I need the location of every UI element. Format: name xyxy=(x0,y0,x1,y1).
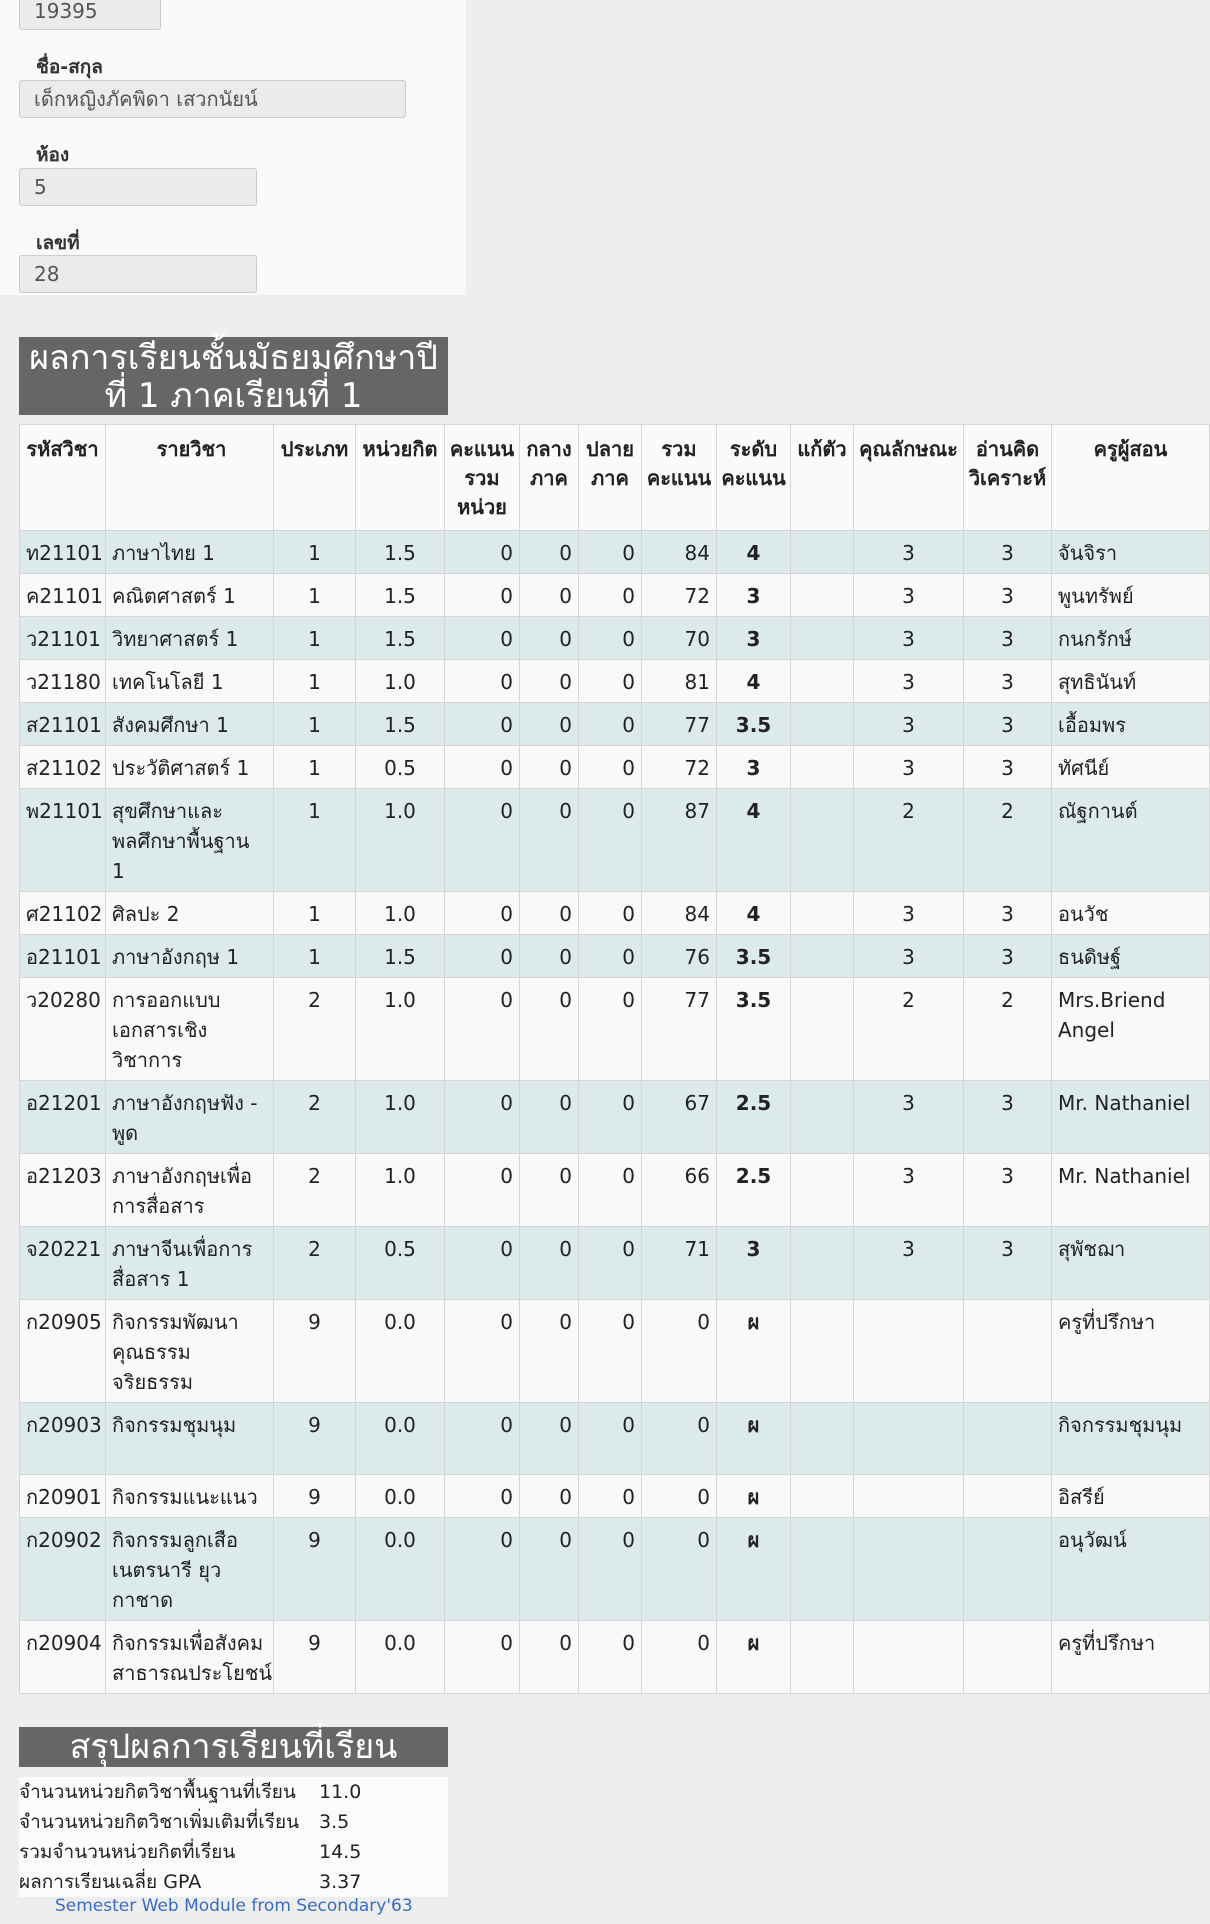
table-cell: จันจิรา xyxy=(1052,531,1210,574)
summary-label: รวมจำนวนหน่วยกิตที่เรียน xyxy=(19,1841,236,1863)
number-label: เลขที่ xyxy=(36,232,80,254)
table-cell: 3 xyxy=(854,1227,964,1300)
summary-value: 14.5 xyxy=(319,1841,362,1863)
table-row xyxy=(20,1300,1210,1403)
table-cell: ท21101 xyxy=(20,531,106,574)
table-cell: 9 xyxy=(274,1403,356,1475)
table-cell: ก20901 xyxy=(20,1475,106,1518)
table-cell: 4 xyxy=(717,660,791,703)
grades-table xyxy=(19,424,1210,1694)
table-cell: กนกรักษ์ xyxy=(1052,617,1210,660)
table-cell: 0 xyxy=(445,617,520,660)
summary-label: จำนวนหน่วยกิตวิชาพื้นฐานที่เรียน xyxy=(19,1781,296,1803)
summary-value: 11.0 xyxy=(319,1781,362,1803)
table-cell: Mr. Nathaniel xyxy=(1052,1081,1210,1154)
table-cell xyxy=(791,746,854,789)
table-cell: 0 xyxy=(520,1081,579,1154)
table-cell: 0 xyxy=(520,789,579,892)
table-cell: 0 xyxy=(520,746,579,789)
table-cell: ส21102 xyxy=(20,746,106,789)
column-header: กลางภาค xyxy=(520,425,579,531)
column-header: คะแนนรวมหน่วย xyxy=(445,425,520,531)
table-cell: 0 xyxy=(642,1518,717,1621)
table-cell: 0.0 xyxy=(356,1621,445,1694)
table-cell: 0 xyxy=(445,1154,520,1227)
table-cell: 0 xyxy=(445,1518,520,1621)
table-cell: 0 xyxy=(445,892,520,935)
table-cell xyxy=(791,892,854,935)
table-cell: 3 xyxy=(964,1081,1052,1154)
table-cell xyxy=(854,1300,964,1403)
column-header: หน่วยกิต xyxy=(356,425,445,531)
table-cell: 0 xyxy=(579,574,642,617)
table-cell: 0 xyxy=(579,1621,642,1694)
table-cell: 77 xyxy=(642,978,717,1081)
table-cell: อนวัช xyxy=(1052,892,1210,935)
table-cell: 0 xyxy=(579,1227,642,1300)
table-cell: 1.5 xyxy=(356,531,445,574)
table-cell: ภาษาไทย 1 xyxy=(106,531,274,574)
table-cell: 1.0 xyxy=(356,1081,445,1154)
table-cell: 3 xyxy=(717,617,791,660)
summary-row xyxy=(19,1777,448,1807)
table-cell: 2 xyxy=(854,789,964,892)
table-cell: 0 xyxy=(642,1475,717,1518)
room-field[interactable]: 5 xyxy=(19,168,257,206)
grades-body xyxy=(20,531,1210,1694)
table-cell: 9 xyxy=(274,1621,356,1694)
table-cell: 3 xyxy=(964,617,1052,660)
table-cell: 3 xyxy=(964,935,1052,978)
table-cell: ก20903 xyxy=(20,1403,106,1475)
name-field[interactable]: เด็กหญิงภัคพิดา เสวกนัยน์ xyxy=(19,80,406,118)
table-cell xyxy=(791,660,854,703)
table-cell: 0 xyxy=(642,1300,717,1403)
table-row xyxy=(20,892,1210,935)
table-cell: กิจกรรมแนะแนว xyxy=(106,1475,274,1518)
table-cell: กิจกรรมพัฒนาคุณธรรมจริยธรรม xyxy=(106,1300,274,1403)
table-cell: Mrs.Briend Angel xyxy=(1052,978,1210,1081)
table-cell: 2 xyxy=(274,1081,356,1154)
table-cell: 0 xyxy=(579,1081,642,1154)
table-cell: 1.0 xyxy=(356,1154,445,1227)
summary-box xyxy=(19,1777,448,1897)
table-row xyxy=(20,660,1210,703)
table-cell: ว21180 xyxy=(20,660,106,703)
table-cell: ภาษาอังกฤษ 1 xyxy=(106,935,274,978)
table-cell: 0 xyxy=(520,1300,579,1403)
table-cell xyxy=(791,1518,854,1621)
table-cell: กิจกรรมชุมนุม xyxy=(1052,1403,1210,1475)
table-cell: 0 xyxy=(520,660,579,703)
table-cell: ณัฐกานต์ xyxy=(1052,789,1210,892)
table-cell: 0 xyxy=(520,617,579,660)
summary-label: ผลการเรียนเฉลี่ย GPA xyxy=(19,1871,202,1893)
table-row xyxy=(20,1403,1210,1475)
table-cell: ก20902 xyxy=(20,1518,106,1621)
column-header: ประเภท xyxy=(274,425,356,531)
table-cell: สุพัชฌา xyxy=(1052,1227,1210,1300)
table-cell: 1 xyxy=(274,574,356,617)
table-cell: 1 xyxy=(274,617,356,660)
table-cell: 1.0 xyxy=(356,978,445,1081)
table-cell: 3 xyxy=(717,1227,791,1300)
table-cell: 3 xyxy=(717,746,791,789)
table-cell: 0 xyxy=(445,789,520,892)
table-cell: 1.0 xyxy=(356,789,445,892)
table-cell: ครูที่ปรึกษา xyxy=(1052,1621,1210,1694)
table-row xyxy=(20,1518,1210,1621)
table-cell: 2 xyxy=(964,978,1052,1081)
table-cell: 0 xyxy=(579,1518,642,1621)
table-cell xyxy=(964,1621,1052,1694)
column-header: รหัสวิชา xyxy=(20,425,106,531)
table-cell: ว20280 xyxy=(20,978,106,1081)
table-cell xyxy=(791,978,854,1081)
table-cell: 2 xyxy=(274,1154,356,1227)
table-cell: 0 xyxy=(520,935,579,978)
table-row xyxy=(20,978,1210,1081)
table-cell: 84 xyxy=(642,531,717,574)
table-cell: 0 xyxy=(445,978,520,1081)
table-cell: 0 xyxy=(520,892,579,935)
table-cell: 67 xyxy=(642,1081,717,1154)
summary-value: 3.5 xyxy=(319,1811,350,1833)
table-cell: ทัศนีย์ xyxy=(1052,746,1210,789)
table-row xyxy=(20,703,1210,746)
table-cell: 3 xyxy=(854,1154,964,1227)
table-cell: ผ xyxy=(717,1518,791,1621)
table-cell: 0 xyxy=(579,1403,642,1475)
table-row xyxy=(20,617,1210,660)
table-cell: 0 xyxy=(579,978,642,1081)
table-cell: 0 xyxy=(520,574,579,617)
table-cell: สุขศึกษาและพลศึกษาพื้นฐาน 1 xyxy=(106,789,274,892)
table-cell: สุทธินันท์ xyxy=(1052,660,1210,703)
table-cell: 0 xyxy=(642,1403,717,1475)
table-cell xyxy=(964,1475,1052,1518)
table-cell: 1 xyxy=(274,660,356,703)
summary-row xyxy=(19,1837,448,1867)
table-cell: 0 xyxy=(579,531,642,574)
table-cell: ภาษาอังกฤษฟัง - พูด xyxy=(106,1081,274,1154)
table-cell: 0 xyxy=(445,935,520,978)
table-cell: 66 xyxy=(642,1154,717,1227)
table-cell: 0 xyxy=(579,935,642,978)
table-cell: 1.5 xyxy=(356,574,445,617)
table-cell: 0 xyxy=(520,1518,579,1621)
table-cell: กิจกรรมลูกเสือเนตรนารี ยุวกาชาด xyxy=(106,1518,274,1621)
table-cell: 0.0 xyxy=(356,1300,445,1403)
table-cell: 4 xyxy=(717,892,791,935)
table-cell: 0.0 xyxy=(356,1475,445,1518)
table-row xyxy=(20,1227,1210,1300)
table-cell xyxy=(791,1227,854,1300)
table-cell: อนุวัฒน์ xyxy=(1052,1518,1210,1621)
table-row xyxy=(20,1154,1210,1227)
table-cell: 2 xyxy=(274,978,356,1081)
table-cell xyxy=(791,935,854,978)
table-cell xyxy=(791,1154,854,1227)
table-cell: 72 xyxy=(642,746,717,789)
table-cell: 0 xyxy=(520,978,579,1081)
table-cell: 9 xyxy=(274,1300,356,1403)
table-cell xyxy=(964,1300,1052,1403)
table-cell: สังคมศึกษา 1 xyxy=(106,703,274,746)
summary-title: สรุปผลการเรียนที่เรียน xyxy=(19,1727,448,1767)
table-cell xyxy=(854,1518,964,1621)
column-header: อ่านคิดวิเคราะห์ xyxy=(964,425,1052,531)
table-cell: 3 xyxy=(964,703,1052,746)
table-cell: 0 xyxy=(579,1300,642,1403)
table-cell: 0 xyxy=(579,703,642,746)
table-cell: 3 xyxy=(964,1154,1052,1227)
table-cell: 0 xyxy=(579,1154,642,1227)
table-cell: 0 xyxy=(520,1621,579,1694)
table-cell: 71 xyxy=(642,1227,717,1300)
table-cell: วิทยาศาสตร์ 1 xyxy=(106,617,274,660)
table-cell: 87 xyxy=(642,789,717,892)
table-cell: 1.5 xyxy=(356,703,445,746)
table-cell: คณิตศาสตร์ 1 xyxy=(106,574,274,617)
table-cell: ผ xyxy=(717,1300,791,1403)
table-cell: ค21101 xyxy=(20,574,106,617)
summary-value: 3.37 xyxy=(319,1871,362,1893)
column-header: แก้ตัว xyxy=(791,425,854,531)
table-cell: เทคโนโลยี 1 xyxy=(106,660,274,703)
table-cell: อิสรีย์ xyxy=(1052,1475,1210,1518)
table-cell: 3 xyxy=(964,746,1052,789)
table-cell: 0 xyxy=(520,1475,579,1518)
table-cell: 2.5 xyxy=(717,1081,791,1154)
table-cell: 0 xyxy=(445,1227,520,1300)
table-cell xyxy=(791,1081,854,1154)
table-cell: อ21203 xyxy=(20,1154,106,1227)
table-cell xyxy=(791,1621,854,1694)
table-cell: 1.0 xyxy=(356,892,445,935)
table-cell: 0 xyxy=(445,703,520,746)
table-cell: 0 xyxy=(579,660,642,703)
table-cell: 0 xyxy=(445,1621,520,1694)
table-cell: ประวัติศาสตร์ 1 xyxy=(106,746,274,789)
table-cell: ธนดิษฐ์ xyxy=(1052,935,1210,978)
name-label: ชื่อ-สกุล xyxy=(36,56,103,78)
table-cell: ก20904 xyxy=(20,1621,106,1694)
table-cell: 0 xyxy=(520,1227,579,1300)
table-cell: 3 xyxy=(964,574,1052,617)
column-header: ครูผู้สอน xyxy=(1052,425,1210,531)
table-cell: ครูที่ปรึกษา xyxy=(1052,1300,1210,1403)
table-cell: 3 xyxy=(717,574,791,617)
table-cell: 0 xyxy=(579,746,642,789)
table-cell xyxy=(791,531,854,574)
table-cell: 0 xyxy=(445,1475,520,1518)
table-cell: 0.5 xyxy=(356,1227,445,1300)
table-cell xyxy=(791,1403,854,1475)
table-cell: 0.5 xyxy=(356,746,445,789)
table-cell: 1 xyxy=(274,703,356,746)
footer-link[interactable]: Semester Web Module from Secondary'63 xyxy=(55,1896,413,1916)
table-cell: 3 xyxy=(854,660,964,703)
table-cell: ว21101 xyxy=(20,617,106,660)
student-info-card xyxy=(0,0,466,295)
table-row xyxy=(20,935,1210,978)
table-cell: 3 xyxy=(854,935,964,978)
table-cell: ผ xyxy=(717,1621,791,1694)
results-title: ผลการเรียนชั้นมัธยมศึกษาปีที่ 1 ภาคเรียนที่ 1 xyxy=(19,337,448,415)
table-cell: 0 xyxy=(445,1300,520,1403)
table-cell: 1 xyxy=(274,935,356,978)
table-cell: 9 xyxy=(274,1518,356,1621)
table-cell: 70 xyxy=(642,617,717,660)
table-cell: 0 xyxy=(579,789,642,892)
table-cell: 0 xyxy=(445,746,520,789)
table-cell: อ21201 xyxy=(20,1081,106,1154)
summary-row xyxy=(19,1807,448,1837)
table-row xyxy=(20,574,1210,617)
table-row xyxy=(20,1475,1210,1518)
table-cell: 0 xyxy=(445,1403,520,1475)
table-cell: 3 xyxy=(964,892,1052,935)
table-cell: 0 xyxy=(520,1403,579,1475)
table-cell xyxy=(791,1475,854,1518)
table-cell: 3 xyxy=(854,1081,964,1154)
summary-row xyxy=(19,1867,448,1897)
table-cell: อ21101 xyxy=(20,935,106,978)
table-cell: 0 xyxy=(579,892,642,935)
table-cell: 2 xyxy=(274,1227,356,1300)
column-header: รายวิชา xyxy=(106,425,274,531)
table-cell xyxy=(791,574,854,617)
column-header: รวมคะแนน xyxy=(642,425,717,531)
table-cell xyxy=(791,1300,854,1403)
table-cell: 4 xyxy=(717,789,791,892)
table-cell: 2 xyxy=(964,789,1052,892)
table-cell: 9 xyxy=(274,1475,356,1518)
table-cell: 3 xyxy=(854,746,964,789)
table-cell: 0.0 xyxy=(356,1403,445,1475)
table-cell: การออกแบบเอกสารเชิงวิชาการ xyxy=(106,978,274,1081)
table-cell: 1.0 xyxy=(356,660,445,703)
table-cell: 3 xyxy=(964,531,1052,574)
table-cell: 1 xyxy=(274,789,356,892)
table-cell: 0.0 xyxy=(356,1518,445,1621)
column-header: คุณลักษณะ xyxy=(854,425,964,531)
header-row xyxy=(20,425,1210,531)
table-cell: 0 xyxy=(579,617,642,660)
number-field[interactable]: 28 xyxy=(19,255,257,293)
table-cell: เอื้อมพร xyxy=(1052,703,1210,746)
table-row xyxy=(20,531,1210,574)
table-cell: 0 xyxy=(520,1154,579,1227)
table-cell: 77 xyxy=(642,703,717,746)
table-cell: 0 xyxy=(579,1475,642,1518)
table-cell: 3 xyxy=(854,892,964,935)
table-cell: 3.5 xyxy=(717,978,791,1081)
table-cell: 1 xyxy=(274,892,356,935)
table-row xyxy=(20,1621,1210,1694)
room-label: ห้อง xyxy=(36,144,70,166)
table-cell: 0 xyxy=(445,531,520,574)
table-cell: 3 xyxy=(854,617,964,660)
table-cell: 3 xyxy=(854,531,964,574)
table-row xyxy=(20,746,1210,789)
table-cell: 3 xyxy=(964,1227,1052,1300)
table-cell: 2.5 xyxy=(717,1154,791,1227)
table-cell: 0 xyxy=(445,1081,520,1154)
column-header: ปลายภาค xyxy=(579,425,642,531)
table-row xyxy=(20,789,1210,892)
table-cell: พ21101 xyxy=(20,789,106,892)
table-cell: 84 xyxy=(642,892,717,935)
table-cell: 0 xyxy=(642,1621,717,1694)
table-cell: กิจกรรมชุมนุม xyxy=(106,1403,274,1475)
table-cell xyxy=(791,703,854,746)
table-cell: ผ xyxy=(717,1403,791,1475)
table-cell: 2 xyxy=(854,978,964,1081)
column-header: ระดับคะแนน xyxy=(717,425,791,531)
table-cell: 0 xyxy=(520,531,579,574)
table-cell: 0 xyxy=(445,660,520,703)
table-cell: 3.5 xyxy=(717,935,791,978)
table-cell: 81 xyxy=(642,660,717,703)
table-cell: 1 xyxy=(274,531,356,574)
table-cell xyxy=(791,617,854,660)
table-cell: 72 xyxy=(642,574,717,617)
table-cell: 1 xyxy=(274,746,356,789)
summary-label: จำนวนหน่วยกิตวิชาเพิ่มเติมที่เรียน xyxy=(19,1811,300,1833)
table-cell xyxy=(964,1403,1052,1475)
table-cell xyxy=(791,789,854,892)
table-cell: 4 xyxy=(717,531,791,574)
table-cell: พูนทรัพย์ xyxy=(1052,574,1210,617)
table-cell: 1.5 xyxy=(356,935,445,978)
table-cell: 1.5 xyxy=(356,617,445,660)
table-cell: ส21101 xyxy=(20,703,106,746)
table-cell xyxy=(854,1475,964,1518)
table-cell: ภาษาจีนเพื่อการสื่อสาร 1 xyxy=(106,1227,274,1300)
table-row xyxy=(20,1081,1210,1154)
table-cell xyxy=(964,1518,1052,1621)
table-cell xyxy=(854,1621,964,1694)
table-cell xyxy=(854,1403,964,1475)
table-cell: 3.5 xyxy=(717,703,791,746)
table-cell: 3 xyxy=(854,703,964,746)
table-cell: ศิลปะ 2 xyxy=(106,892,274,935)
table-cell: 0 xyxy=(520,703,579,746)
table-cell: ศ21102 xyxy=(20,892,106,935)
table-cell: จ20221 xyxy=(20,1227,106,1300)
table-cell: ภาษาอังกฤษเพื่อการสื่อสาร xyxy=(106,1154,274,1227)
table-cell: Mr. Nathaniel xyxy=(1052,1154,1210,1227)
table-cell: ผ xyxy=(717,1475,791,1518)
table-cell: ก20905 xyxy=(20,1300,106,1403)
table-cell: กิจกรรมเพื่อสังคมสาธารณประโยชน์ xyxy=(106,1621,274,1694)
student-id-field[interactable]: 19395 xyxy=(19,0,161,30)
table-cell: 76 xyxy=(642,935,717,978)
table-cell: 3 xyxy=(854,574,964,617)
table-cell: 0 xyxy=(445,574,520,617)
table-cell: 3 xyxy=(964,660,1052,703)
